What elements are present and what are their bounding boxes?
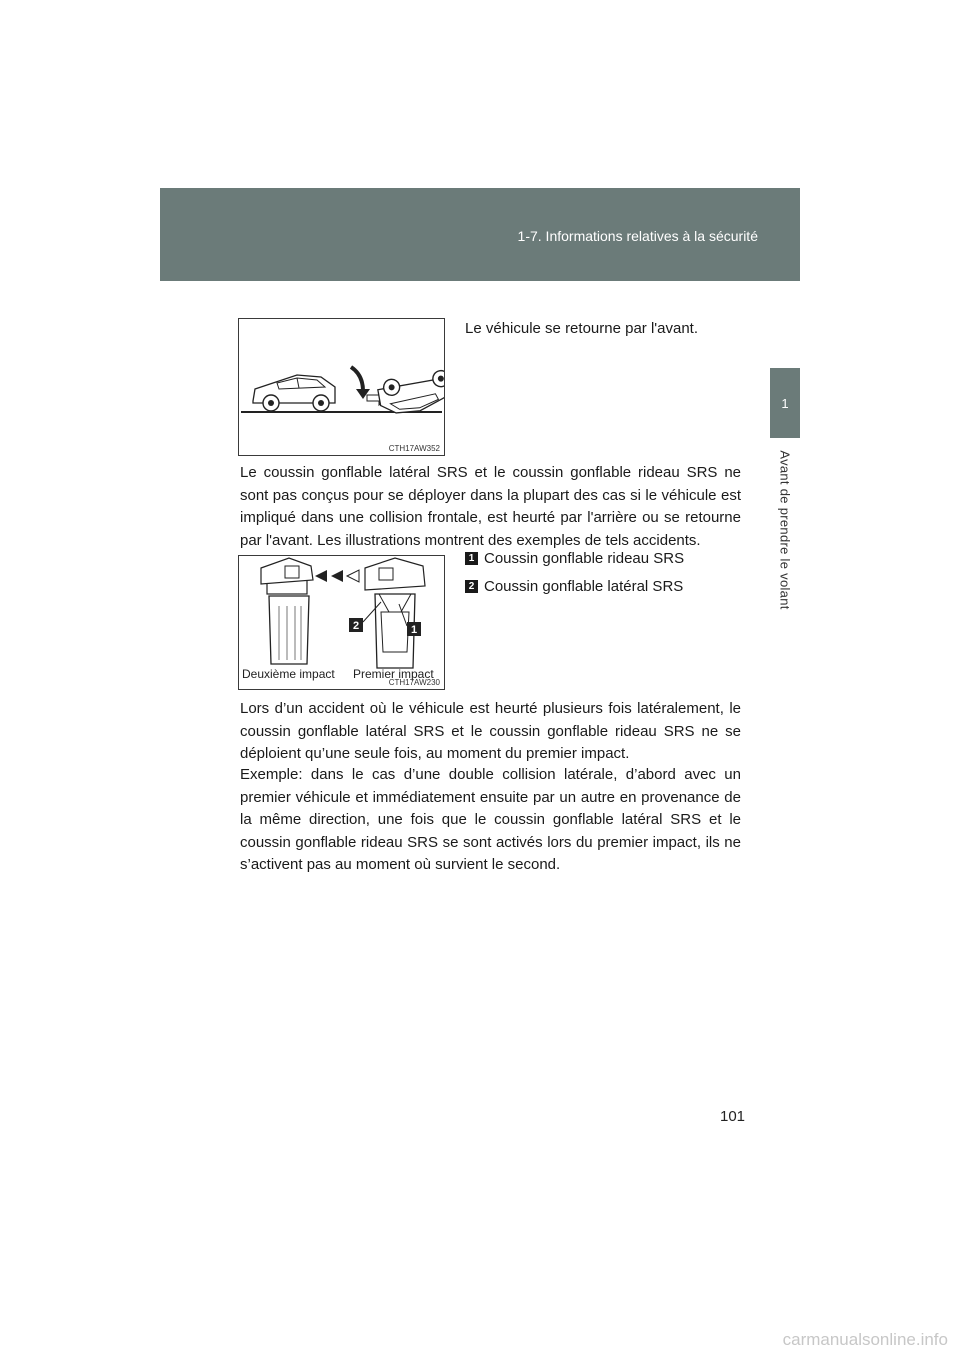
legend-badge: 1 — [465, 552, 478, 565]
figure-code: CTH17AW230 — [388, 678, 440, 687]
page-number: 101 — [720, 1108, 746, 1125]
callout-1: 1 — [410, 624, 418, 636]
label-first-impact: Premier impact — [353, 667, 434, 681]
figure-rollover — [238, 318, 445, 456]
chapter-tab — [770, 368, 800, 438]
chapter-number: 1 — [781, 395, 789, 411]
legend-item — [465, 550, 684, 567]
paragraph: Exemple: dans le cas d’une double collision latérale, d’abord avec un premier véhicule et immédiatement ensuite par un autre en provenance de la même direction, une fois que le coussin gonflable latéral SRS et le coussin gonflable rideau SRS se sont activés lors du premier impact, ils ne s’activent pas au moment où survient le second. — [240, 766, 741, 873]
label-second-impact: Deuxième impact — [242, 667, 335, 681]
legend-text: Coussin gonflable latéral SRS — [484, 578, 684, 595]
paragraph: Lors d’un accident où le véhicule est heurté plusieurs fois latéralement, le coussin gonflable latéral SRS et le coussin gonflable rideau SRS ne se déploient qu’une seule fois, au moment du premier impact. — [240, 700, 741, 762]
rollover-illustration — [239, 319, 444, 455]
section-header — [160, 188, 800, 281]
figure-code: CTH17AW352 — [388, 444, 440, 453]
figure-caption: Le véhicule se retourne par l'avant. — [465, 320, 699, 337]
section-title: 1-7. Informations relatives à la sécurité — [517, 228, 758, 244]
paragraph: Le coussin gonflable latéral SRS et le coussin gonflable rideau SRS ne sont pas conçus pour se déployer dans la plupart des cas si le véhicule est impliqué dans une collision frontale, est heurté par l'arrière ou se retourne par l'avant. Les illustrations montrent des exemples de tels accidents. — [240, 464, 741, 549]
legend-badge: 2 — [465, 580, 478, 593]
watermark: carmanualsonline.info — [782, 1330, 948, 1349]
figure-side-impact — [238, 555, 445, 690]
callout-2: 2 — [352, 620, 360, 632]
chapter-label: Avant de prendre le volant — [777, 450, 793, 610]
legend-item — [465, 578, 683, 595]
legend-text: Coussin gonflable rideau SRS — [484, 550, 685, 567]
